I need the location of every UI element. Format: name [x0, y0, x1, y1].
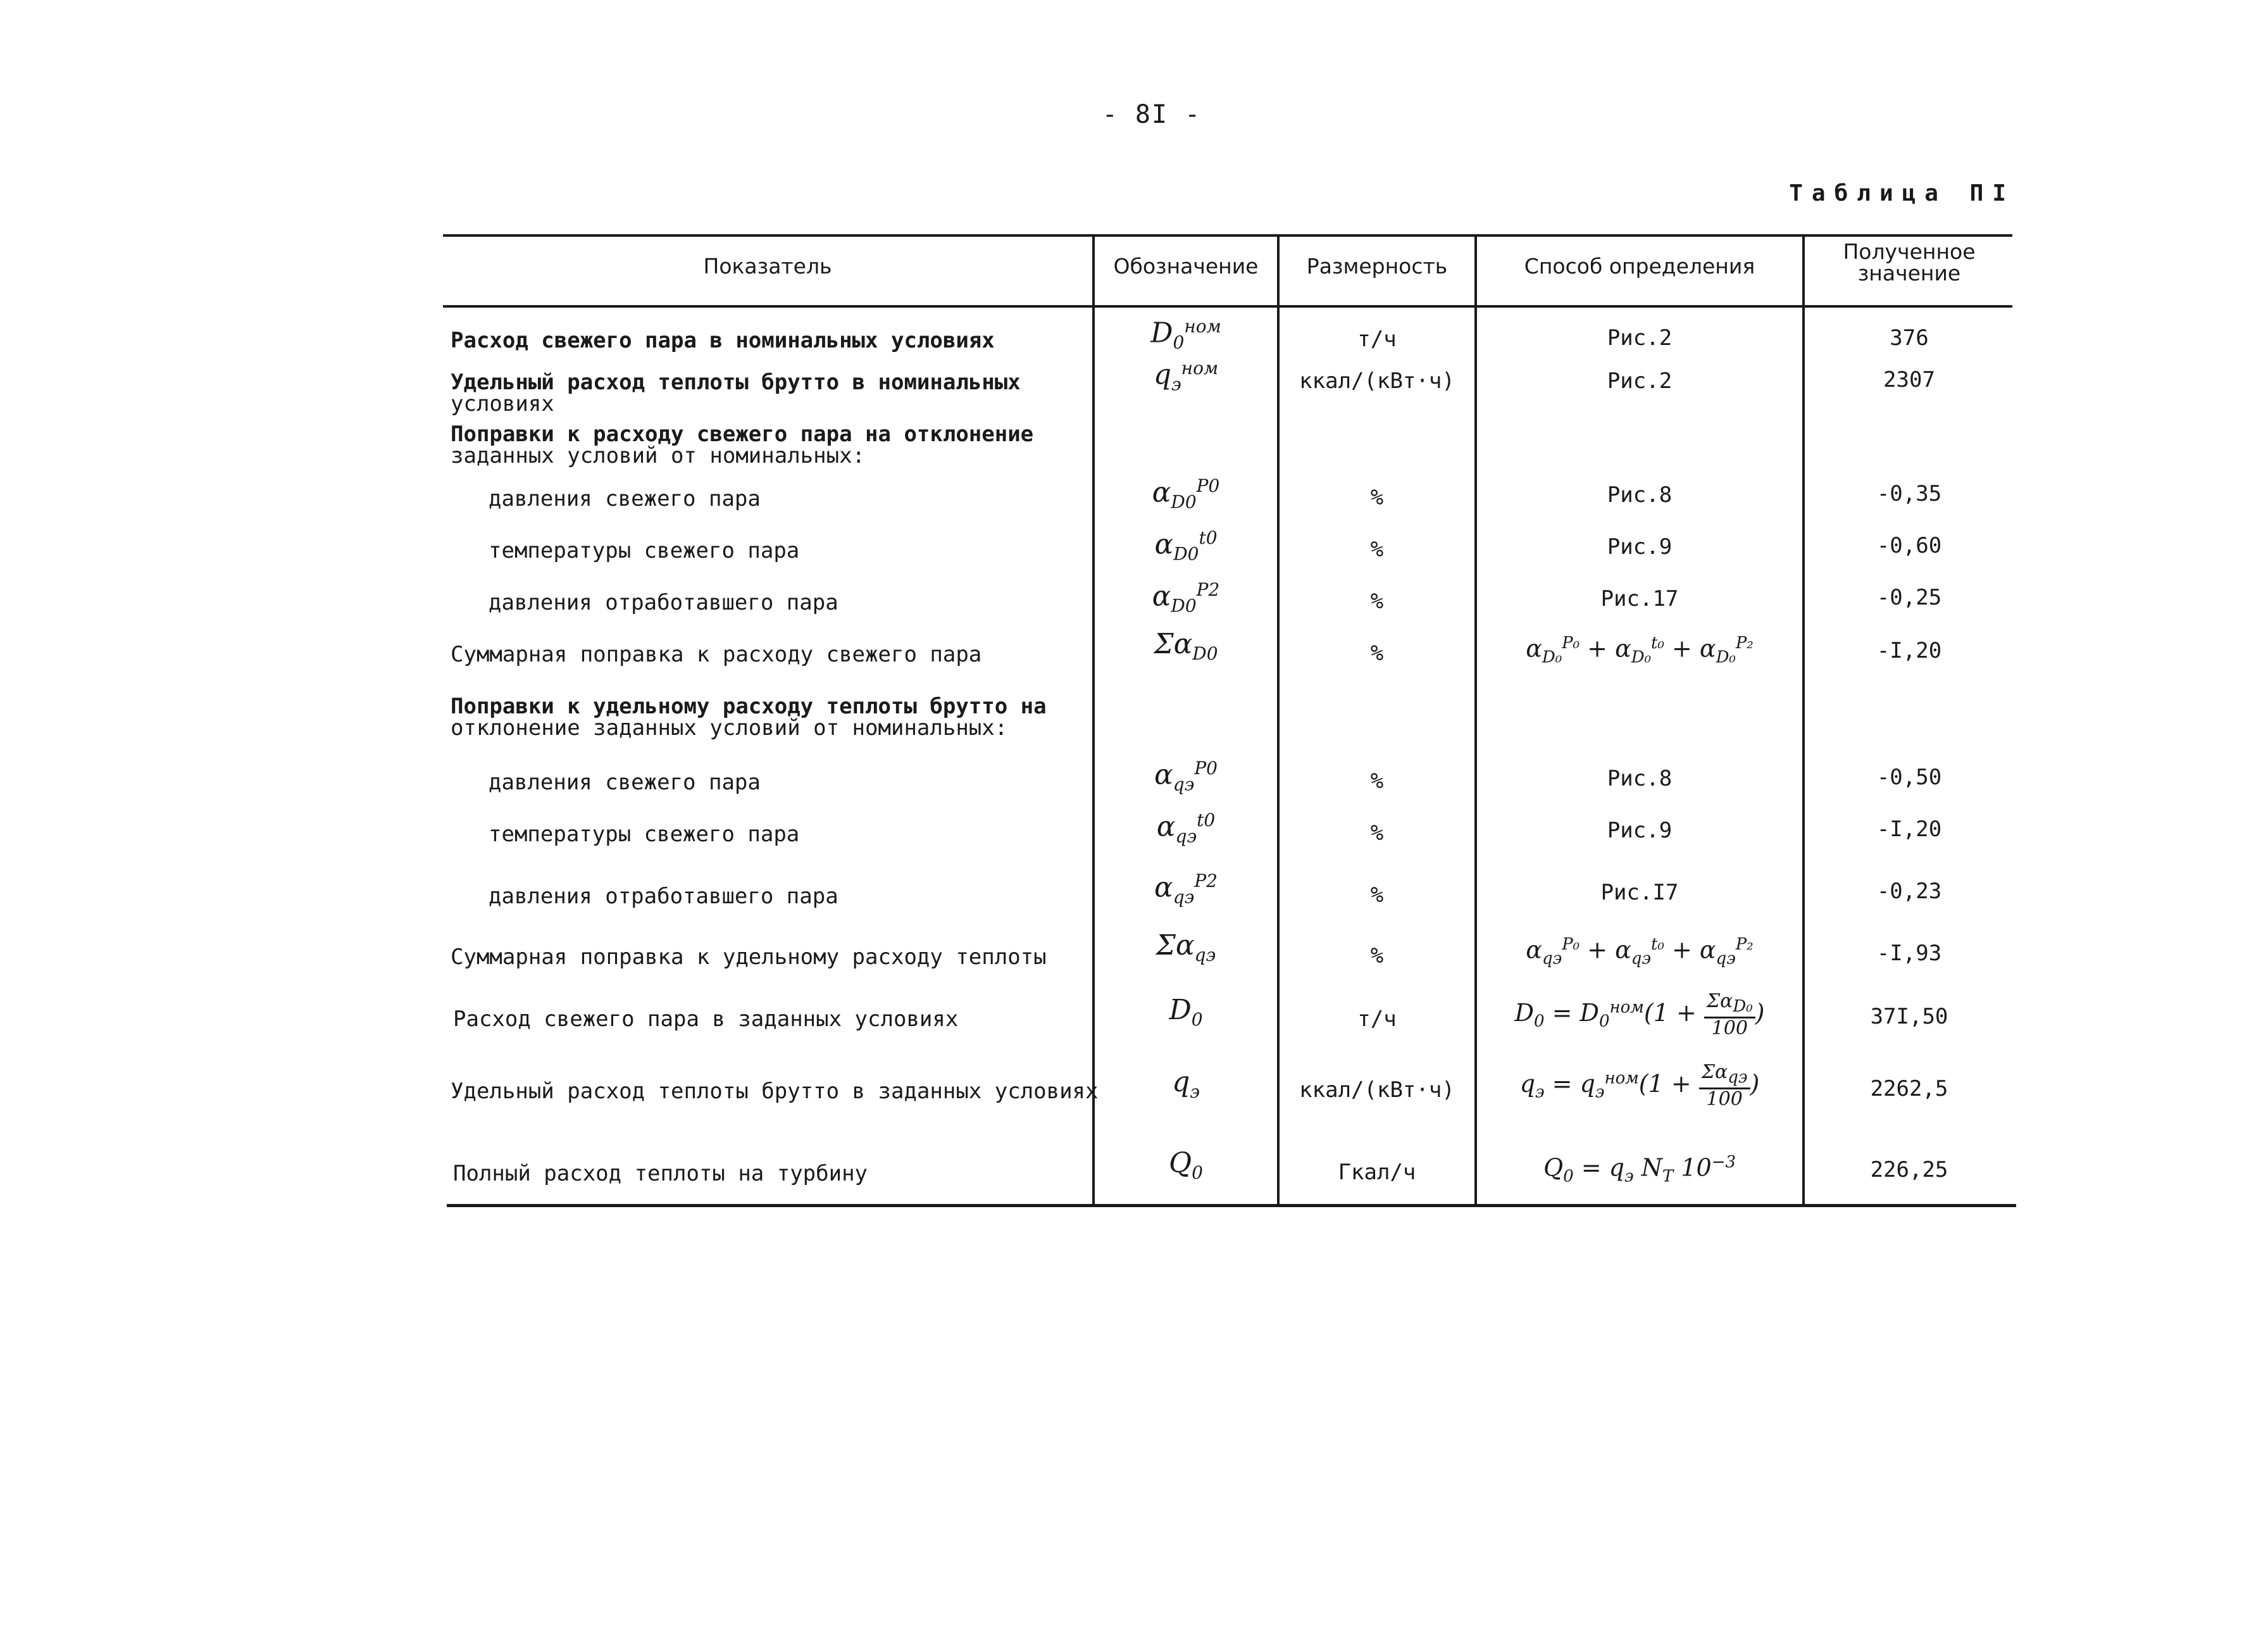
table-header-rule: [443, 305, 2012, 308]
row-1-method: Рис.2: [1607, 368, 1673, 394]
row-4-symbol: $\alpha_{D0}^{t0}$: [1154, 527, 1218, 565]
row-0-indicator: Расход свежего пара в номинальных условиях: [451, 328, 995, 353]
row-8-indicator: давления свежего пара: [489, 770, 761, 795]
row-12-symbol: $D_0$: [1169, 994, 1203, 1030]
header-value-line1: Полученное: [1843, 239, 1976, 264]
row-9-method: Рис.9: [1607, 818, 1673, 843]
row-10-dimension: %: [1370, 882, 1384, 908]
row-8-symbol: $\alpha_{qэ}^{P0}$: [1154, 758, 1218, 795]
row-6-dimension: %: [1370, 641, 1384, 666]
row-10-symbol: $\alpha_{qэ}^{P2}$: [1154, 870, 1218, 908]
row-3-indicator: давления свежего пара: [489, 486, 761, 511]
row-14-indicator: Полный расход теплоты на турбину: [453, 1161, 868, 1186]
row-6-symbol: $\Sigma\alpha_{D0}$: [1154, 628, 1218, 664]
row-2-indicator-line2: заданных условий от номинальных:: [451, 443, 866, 468]
row-14-dimension: Гкал/ч: [1338, 1160, 1416, 1185]
row-6-method-formula: $\alpha_{D_0}^{P_0} + \alpha_{D_0}^{t_0} + \alpha_{D_0}^{P_2}$: [1526, 634, 1754, 667]
row-8-value: -0,50: [1876, 765, 1942, 790]
row-3-symbol: $\alpha_{D0}^{P0}$: [1152, 475, 1220, 513]
row-3-value: -0,35: [1876, 481, 1942, 506]
row-14-method-formula: $Q_0 = q_э$ $N_Т$ $10^{-3}$: [1543, 1153, 1736, 1186]
row-5-symbol: $\alpha_{D0}^{P2}$: [1152, 579, 1220, 617]
row-9-value: -I,20: [1876, 817, 1942, 842]
row-11-dimension: %: [1370, 943, 1384, 968]
row-2-indicator-line1: Поправки к расходу свежего пара на отклонение: [451, 422, 1034, 447]
row-5-method: Рис.17: [1600, 586, 1679, 611]
row-3-method: Рис.8: [1607, 482, 1673, 508]
row-8-method: Рис.8: [1607, 766, 1673, 791]
row-14-symbol: $Q_0$: [1169, 1147, 1203, 1183]
row-12-dimension: т/ч: [1357, 1006, 1397, 1032]
row-5-indicator: давления отработавшего пара: [489, 590, 838, 615]
row-6-indicator: Суммарная поправка к расходу свежего пара: [451, 642, 982, 667]
row-6-value: -I,20: [1876, 638, 1942, 663]
row-0-symbol: $D_0^{ном}$: [1150, 316, 1221, 353]
row-13-indicator: Удельный расход теплоты брутто в заданных условиях: [451, 1079, 1099, 1104]
row-1-value: 2307: [1883, 367, 1935, 392]
row-7-indicator-line1: Поправки к удельному расходу теплоты брутто на: [451, 694, 1047, 719]
row-0-value: 376: [1890, 325, 1929, 351]
header-designation: Обозначение: [1113, 254, 1259, 279]
row-4-method: Рис.9: [1607, 534, 1673, 560]
row-10-indicator: давления отработавшего пара: [489, 884, 838, 909]
row-7-indicator-line2: отклонение заданных условий от номинальных:: [451, 715, 1008, 741]
row-10-method: Рис.I7: [1600, 880, 1679, 905]
row-1-dimension: ккал/(кВт·ч): [1299, 368, 1455, 394]
row-9-symbol: $\alpha_{qэ}^{t0}$: [1156, 810, 1216, 847]
row-4-dimension: %: [1370, 537, 1384, 562]
row-9-dimension: %: [1370, 820, 1384, 846]
row-12-indicator: Расход свежего пара в заданных условиях: [453, 1006, 959, 1032]
row-11-method-formula: $\alpha_{qэ}^{P_0} + \alpha_{qэ}^{t_0} + \alpha_{qэ}^{P_2}$: [1526, 935, 1754, 968]
row-13-dimension: ккал/(кВт·ч): [1299, 1077, 1455, 1103]
table-top-rule: [443, 234, 2012, 237]
header-indicator: Показатель: [703, 254, 832, 279]
row-12-value: 37I,50: [1870, 1004, 1948, 1029]
row-1-indicator-line1: Удельный расход теплоты брутто в номинальных: [451, 370, 1021, 395]
row-0-method: Рис.2: [1607, 325, 1673, 351]
table-label: Таблица ПI: [1789, 180, 2015, 206]
row-14-value: 226,25: [1870, 1157, 1948, 1182]
row-11-value: -I,93: [1876, 941, 1942, 966]
row-10-value: -0,23: [1876, 879, 1942, 904]
row-9-indicator: температуры свежего пара: [489, 822, 800, 847]
row-13-method-formula: $q_э = q_э^{ном}(1$ + $\frac{\Sigma\alpha_{qэ}}{100}$ ): [1519, 1061, 1760, 1110]
header-method: Способ определения: [1524, 254, 1755, 279]
header-value-line2: значение: [1857, 261, 1961, 285]
row-11-indicator: Суммарная поправка к удельному расходу теплоты: [451, 944, 1047, 970]
row-4-value: -0,60: [1876, 533, 1942, 558]
row-13-value: 2262,5: [1870, 1076, 1948, 1101]
row-4-indicator: температуры свежего пара: [489, 538, 800, 563]
row-1-symbol: $q_э^{ном}$: [1153, 358, 1219, 395]
table-bottom-rule: [447, 1204, 2016, 1207]
row-12-method-formula: $D_0 = D_0^{ном}(1$ + $\frac{\Sigma\alpha_{D_0}}{100}$ ): [1514, 990, 1765, 1039]
row-5-value: -0,25: [1876, 585, 1942, 610]
row-0-dimension: т/ч: [1357, 327, 1397, 352]
row-11-symbol: $\Sigma\alpha_{qэ}$: [1156, 929, 1216, 965]
row-1-indicator-line2: условиях: [451, 391, 554, 417]
header-dimension: Размерность: [1306, 254, 1448, 279]
row-3-dimension: %: [1370, 485, 1384, 510]
row-5-dimension: %: [1370, 589, 1384, 614]
row-13-symbol: $q_э$: [1172, 1066, 1200, 1102]
page-number: - 8I -: [1102, 100, 1202, 129]
row-8-dimension: %: [1370, 768, 1384, 794]
